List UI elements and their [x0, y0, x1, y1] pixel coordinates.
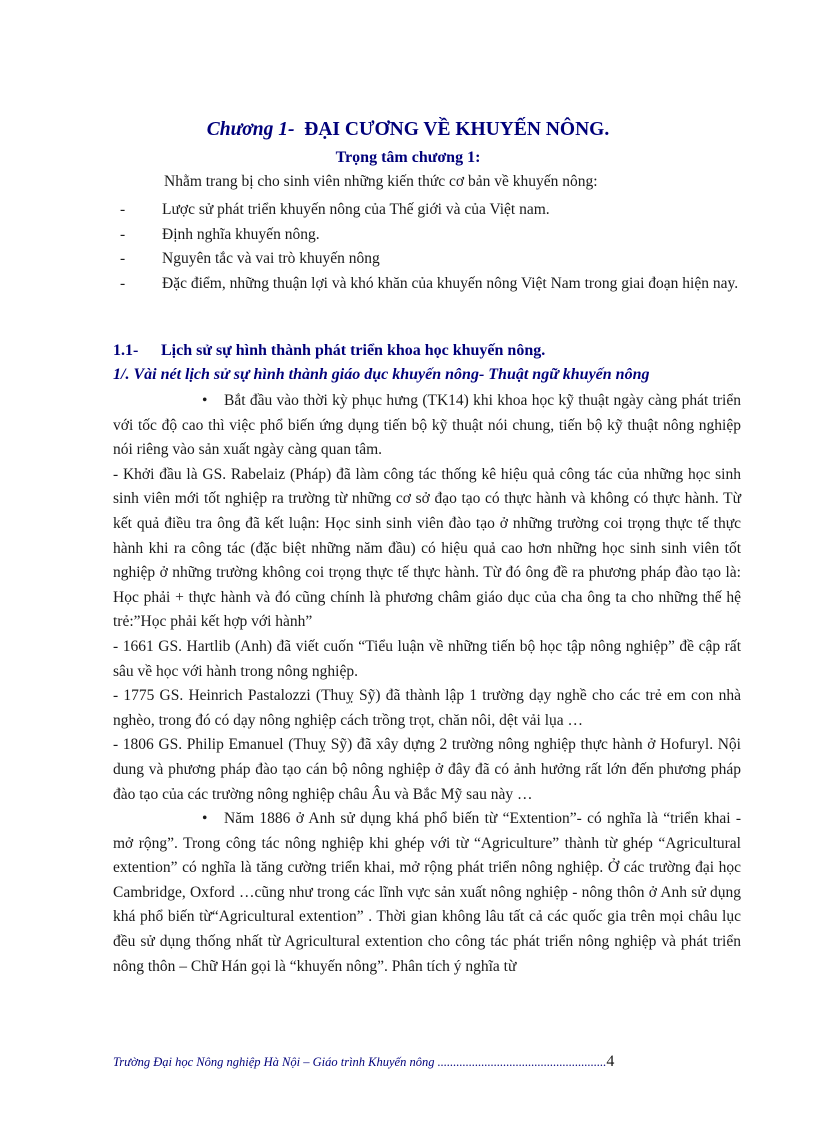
chapter-title — [0, 119, 816, 141]
section-title: Lịch sử sự hình thành phát triển khoa học khuyến nông. — [161, 342, 546, 359]
paragraph: - Khởi đầu là GS. Rabelaiz (Pháp) đã làm công tác thống kê hiệu quả công tác của những học sinh sinh viên mới tốt nghiệp ra trường từ những cơ sở đạo tạo có thực hành và không có thực hành. Từ kết quả điều tra ông đã kết luận: Học sinh sinh viên đào tạo ở những trường coi trọng thực tế thực hành khi ra công tác (đặc biệt những năm đầu) có hiệu quả cao hơn những học sinh sinh viên tốt nghiệp ở những trường không coi trọng thực tế thực hành. Từ đó ông đề ra phương pháp đào tạo là: Học phải + thực hành và đó cũng chính là phương châm giáo dục của cha ông ta cho những thế hệ trẻ:”Học phải kết hợp với hành” — [113, 465, 741, 631]
objective-item: - Đặc điểm, những thuận lợi và khó khăn của khuyến nông Việt Nam trong giai đoạn hiện nay. — [120, 274, 739, 292]
paragraph: • Bắt đầu vào thời kỳ phục hưng (TK14) khi khoa học kỹ thuật ngày càng phát triển với tốc độ cao thì việc phổ biến ứng dụng tiến bộ kỹ thuật nói chung, tiến bộ kỹ thuật nông nghiệp nói riêng vào sản xuất ngày càng quan tâm. — [113, 389, 741, 463]
bullet-icon: • — [202, 810, 208, 828]
paragraph: - 1661 GS. Hartlib (Anh) đã viết cuốn “Tiểu luận về những tiến bộ học tập nông nghiệp” đề cập rất sâu về học với hành trong nông nghiệp. — [113, 637, 741, 680]
page-footer — [113, 1053, 693, 1071]
body-text — [113, 389, 741, 979]
chapter-number: Chương 1- — [206, 119, 295, 140]
chapter-focus-heading: Trọng tâm chương 1: — [335, 149, 481, 166]
section-number: 1.1- — [113, 342, 139, 359]
objectives-list — [120, 198, 740, 296]
footer-text: Trường Đại học Nông nghiệp Hà Nội – Giáo trình Khuyến nông ...................................................... — [113, 1055, 607, 1069]
section-heading — [113, 342, 545, 360]
subsection-heading: 1/. Vài nét lịch sử sự hình thành giáo dục khuyến nông- Thuật ngữ khuyến nông — [113, 366, 650, 383]
objective-item: - Lược sử phát triển khuyến nông của Thế giới và của Việt nam. — [120, 201, 550, 218]
bullet-icon: • — [202, 392, 208, 409]
paragraph: • Năm 1886 ở Anh sử dụng khá phổ biến từ “Extention”- có nghĩa là “triển khai - mở rộng”. Trong công tác nông nghiệp khi ghép với từ “Agriculture” thành từ ghép “Agricultural extention” có nghĩa là tăng cường triển khai, mở rộng phát triển nông nghiệp. Ở các trường đại học Cambridge, Oxford …cũng như trong các lĩnh vực sản xuất nông nghiệp - nông thôn ở Anh sử dụng khá phổ biến từ“Agricultural extention” . Thời gian không lâu tất cả các quốc gia trên mọi châu lục đều sử dụng thống nhất từ Agricultural extention cho công tác phát triển nông nghiệp và phát triển nông thôn – Chữ Hán gọi là “khuyến nông”. Phân tích ý nghĩa từ — [113, 807, 741, 979]
objective-item: - Nguyên tắc và vai trò khuyến nông — [120, 250, 380, 267]
page-number: 4 — [606, 1053, 615, 1070]
chapter-name: ĐẠI CƯƠNG VỀ KHUYẾN NÔNG. — [304, 119, 610, 140]
paragraph: - 1806 GS. Philip Emanuel (Thuỵ Sỹ) đã xây dựng 2 trường nông nghiệp thực hành ở Hofuryl. Nội dung và phương pháp đào tạo cán bộ nông nghiệp ở đây đã có ảnh hưởng rất lớn đến phương pháp đào tạo của các trường nông nghiệp châu Âu và Bắc Mỹ sau này … — [113, 736, 741, 803]
paragraph: - 1775 GS. Heinrich Pastalozzi (Thuỵ Sỹ) đã thành lập 1 trường dạy nghề cho các trẻ em con nhà nghèo, trong đó có dạy nông nghiệp cách trồng trọt, chăn nôi, dệt vải lụa … — [113, 687, 741, 729]
chapter-intro: Nhằm trang bị cho sinh viên những kiến thức cơ bản về khuyến nông: — [164, 173, 598, 190]
objective-item: - Định nghĩa khuyến nông. — [120, 225, 320, 243]
